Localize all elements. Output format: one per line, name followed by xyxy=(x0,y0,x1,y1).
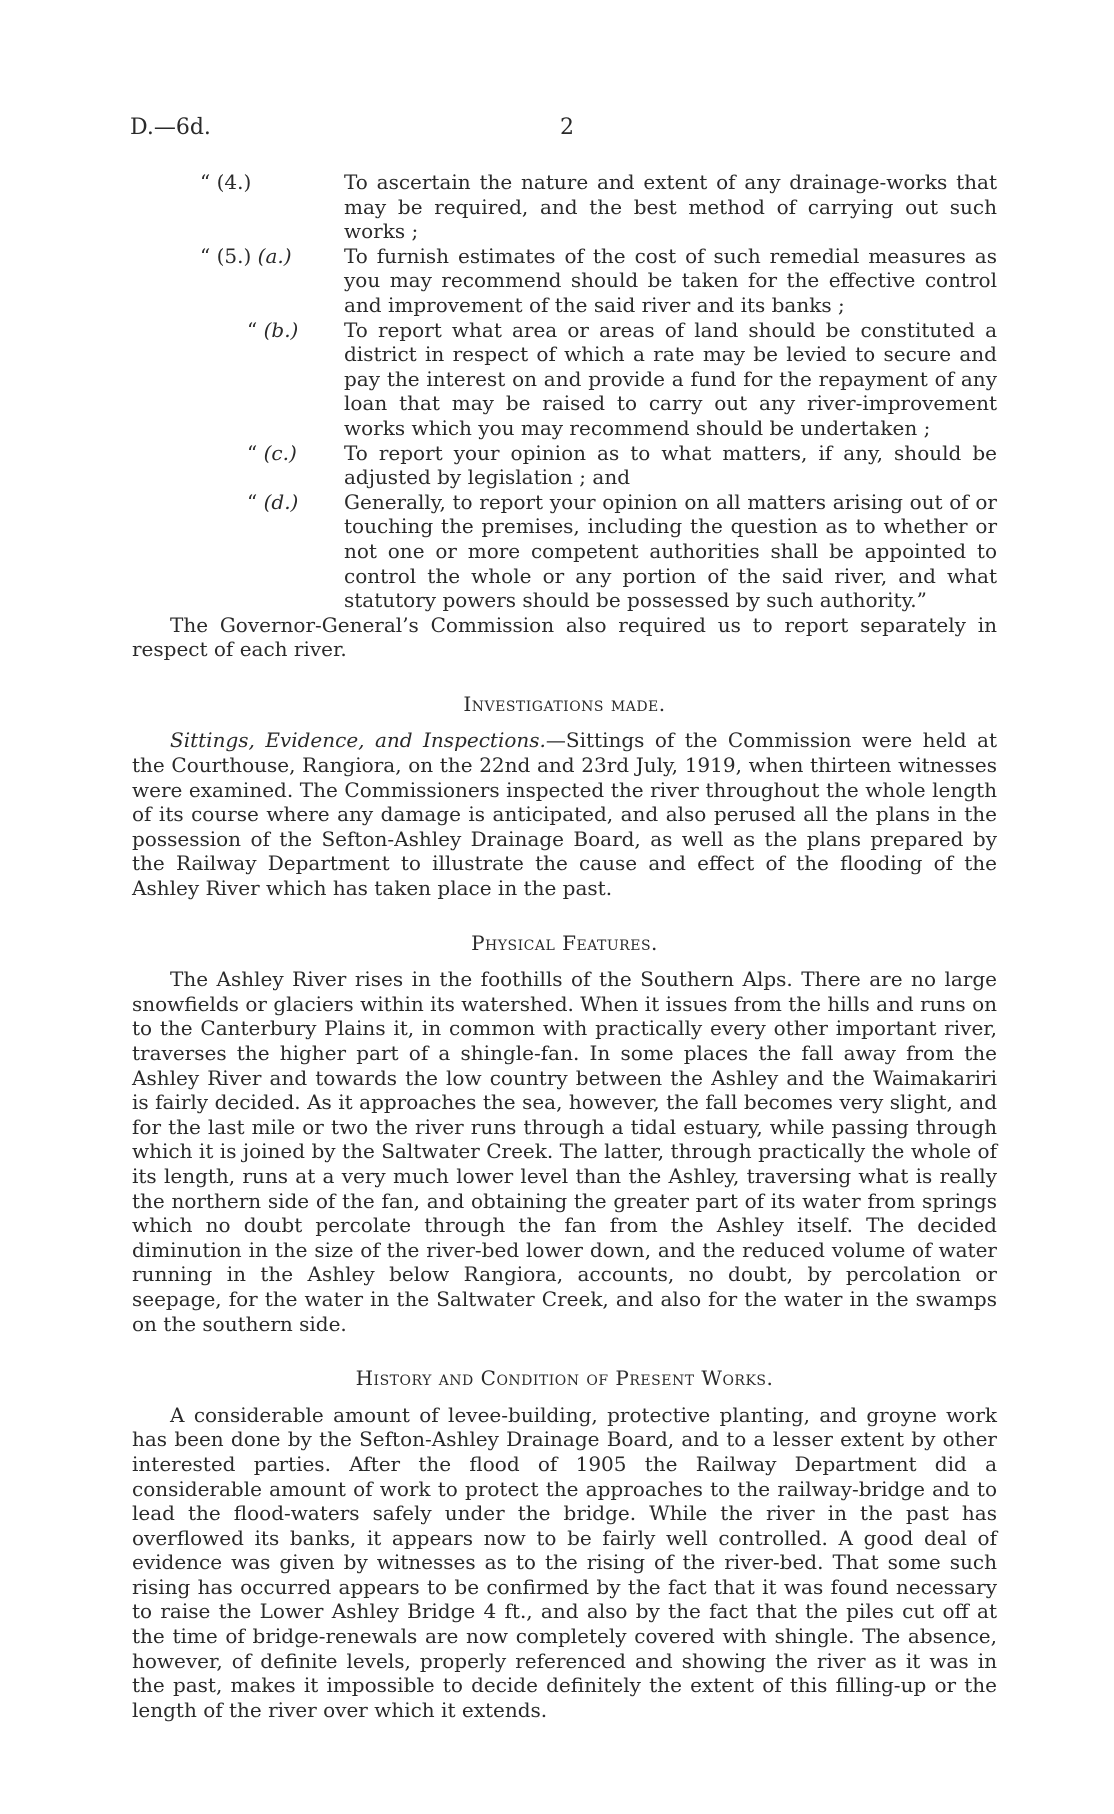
investigations-text: —Sittings of the Commission were held at the Courthouse, Rangiora, on the 22nd and 23rd July, 1919, when thirteen witnesses were examined. The Commissioners inspected the river throughout the whole length of its course where any damage is anticipated, and also perused all the plans in the possession of the Sefton-Ashley Drainage Board, as well as the plans prepared by the Railway Department to illustrate the cause and effect of the flooding of the Ashley River which has taken place in the past. xyxy=(132,728,998,901)
investigations-lead: Sittings, Evidence, and Inspections. xyxy=(170,728,546,753)
clause-label: “ (5.) (a.) xyxy=(200,243,292,268)
term-clause-5d xyxy=(132,490,997,613)
clause-label: “ (4.) xyxy=(200,170,252,194)
clause-text: To report your opinion as to what matters, if any, should be adjusted by legislation ; and xyxy=(344,440,997,490)
clause-label: “ (c.) xyxy=(247,440,297,465)
term-clause-5b xyxy=(132,318,997,441)
term-clause-4 xyxy=(132,170,997,244)
clause-text: To furnish estimates of the cost of such remedial measures as you may recommend should be taken for the effective control and improvement of the said river and its banks ; xyxy=(344,243,997,317)
clause-text: To ascertain the nature and extent of any drainage-works that may be required, and the best method of carrying out such works ; xyxy=(344,170,997,244)
page-body xyxy=(132,170,997,1722)
history-paragraph: A considerable amount of levee-building, protective planting, and groyne work has been done by the Sefton-Ashley Drainage Board, and to a lesser extent by other interested parties. After the flood of 1905 the Railway Department did a considerable amount of work to protect the approaches to the railway-bridge and to lead the flood-waters safely under the bridge. While the river in the past has overflowed its banks, it appears now to be fairly well controlled. A good deal of evidence was given by witnesses as to the rising of the river-bed. That some such rising has occurred appears to be confirmed by the fact that it was found necessary to raise the Lower Ashley Bridge 4 ft., and also by the fact that the piles cut off at the time of bridge-renewals are now completely covered with shingle. The absence, however, of definite levels, properly referenced and showing the river as it was in the past, makes it impossible to decide definitely the extent of this filling-up or the length of the river over which it extends. xyxy=(132,1402,997,1722)
clause-text: To report what area or areas of land should be constituted a district in respect of which a rate may be levied to secure and pay the interest on and provide a fund for the repayment of any loan that may be raised to carry out any river-improvement works which you may recommend should be undertaken ; xyxy=(344,317,997,440)
physical-features-paragraph: The Ashley River rises in the foothills of the Southern Alps. There are no large snowfields or glaciers within its watershed. When it issues from the hills and runs on to the Canterbury Plains it, in common with practically every other important river, traverses the higher part of a shingle-fan. In some places the fall away from the Ashley River and towards the low country between the Ashley and the Waimakariri is fairly decided. As it approaches the sea, however, the fall becomes very slight, and for the last mile or two the river runs through a tidal estuary, while passing through which it is joined by the Saltwater Creek. The latter, through practically the whole of its length, runs at a very much lower level than the Ashley, traversing what is really the northern side of the fan, and obtaining the greater part of its water from springs which no doubt percolate through the fan from the Ashley itself. The decided diminution in the size of the river-bed lower down, and the reduced volume of water running in the Ashley below Rangiora, accounts, no doubt, by percolation or seepage, for the water in the Saltwater Creek, and also for the water in the swamps on the southern side. xyxy=(132,967,997,1336)
section-heading-physical-features: Physical Features. xyxy=(471,930,658,955)
document-reference: D.—6d. xyxy=(130,115,211,140)
section-heading-investigations: Investigations made. xyxy=(463,691,666,716)
term-clause-5c xyxy=(132,441,997,490)
page-header xyxy=(0,116,1114,144)
commission-note: The Governor-General’s Commission also required us to report separately in respect of each river. xyxy=(132,612,997,662)
clause-text: Generally, to report your opinion on all matters arising out of or touching the premises, including the question as to whether or not one or more competent authorities shall be appointed to control the whole or any portion of the said river, and what statutory powers should be possessed by such authority.” xyxy=(344,489,997,613)
investigations-paragraph xyxy=(132,728,997,900)
term-clause-5a xyxy=(132,244,997,318)
clause-label: “ (d.) xyxy=(247,489,299,514)
clause-label: “ (b.) xyxy=(247,317,299,342)
page-number: 2 xyxy=(560,115,574,140)
section-heading-history: History and Condition of Present Works. xyxy=(355,1366,774,1391)
